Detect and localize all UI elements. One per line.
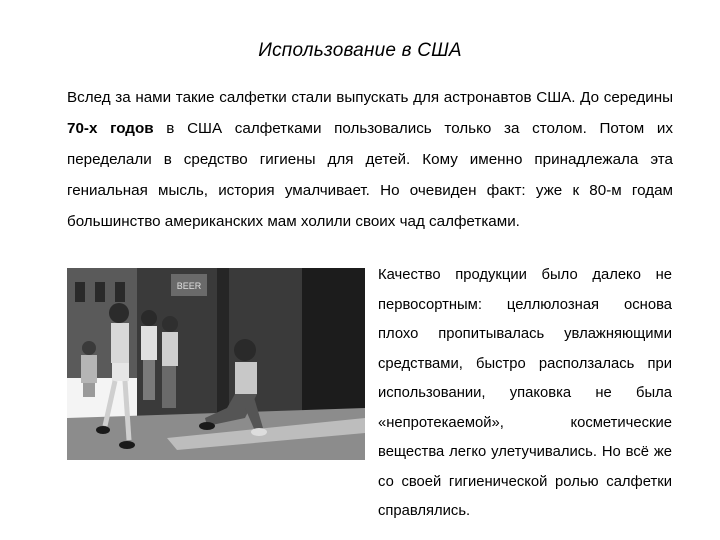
street-photo: [67, 268, 365, 460]
intro-text-start: Вслед за нами такие салфетки стали выпускать для астронавтов США. До середины: [67, 89, 673, 106]
photo-window: [75, 282, 85, 302]
slide-title: Использование в США: [258, 40, 462, 61]
photo-window: [95, 282, 105, 302]
photo-sign-text: BEER: [176, 281, 202, 291]
intro-bold-years: 70-х годов: [67, 120, 154, 137]
photo-pillar: [217, 268, 229, 418]
intro-text-end: в США салфетками пользовались только за столом. Потом их переделали в средство гигиены для детей. Кому именно принадлежала эта гениальная мысль, история умалчивает. Но очевиден факт: уже к 80-м годам большинство американских мам холили своих чад салфетками.: [67, 120, 674, 230]
photo-window: [115, 282, 125, 302]
intro-paragraph: [67, 82, 673, 237]
side-paragraph: Качество продукции было далеко не первосортным: целлюлозная основа плохо пропитывалась увлажняющими средствами, быстро расползалась при использовании, упаковка не была «непротекаемой», косметические вещества легко улетучивались. Но всё же со своей гигиенической ролью салфетки справлялись.: [378, 267, 672, 519]
street-photo-illustration: [67, 268, 365, 460]
